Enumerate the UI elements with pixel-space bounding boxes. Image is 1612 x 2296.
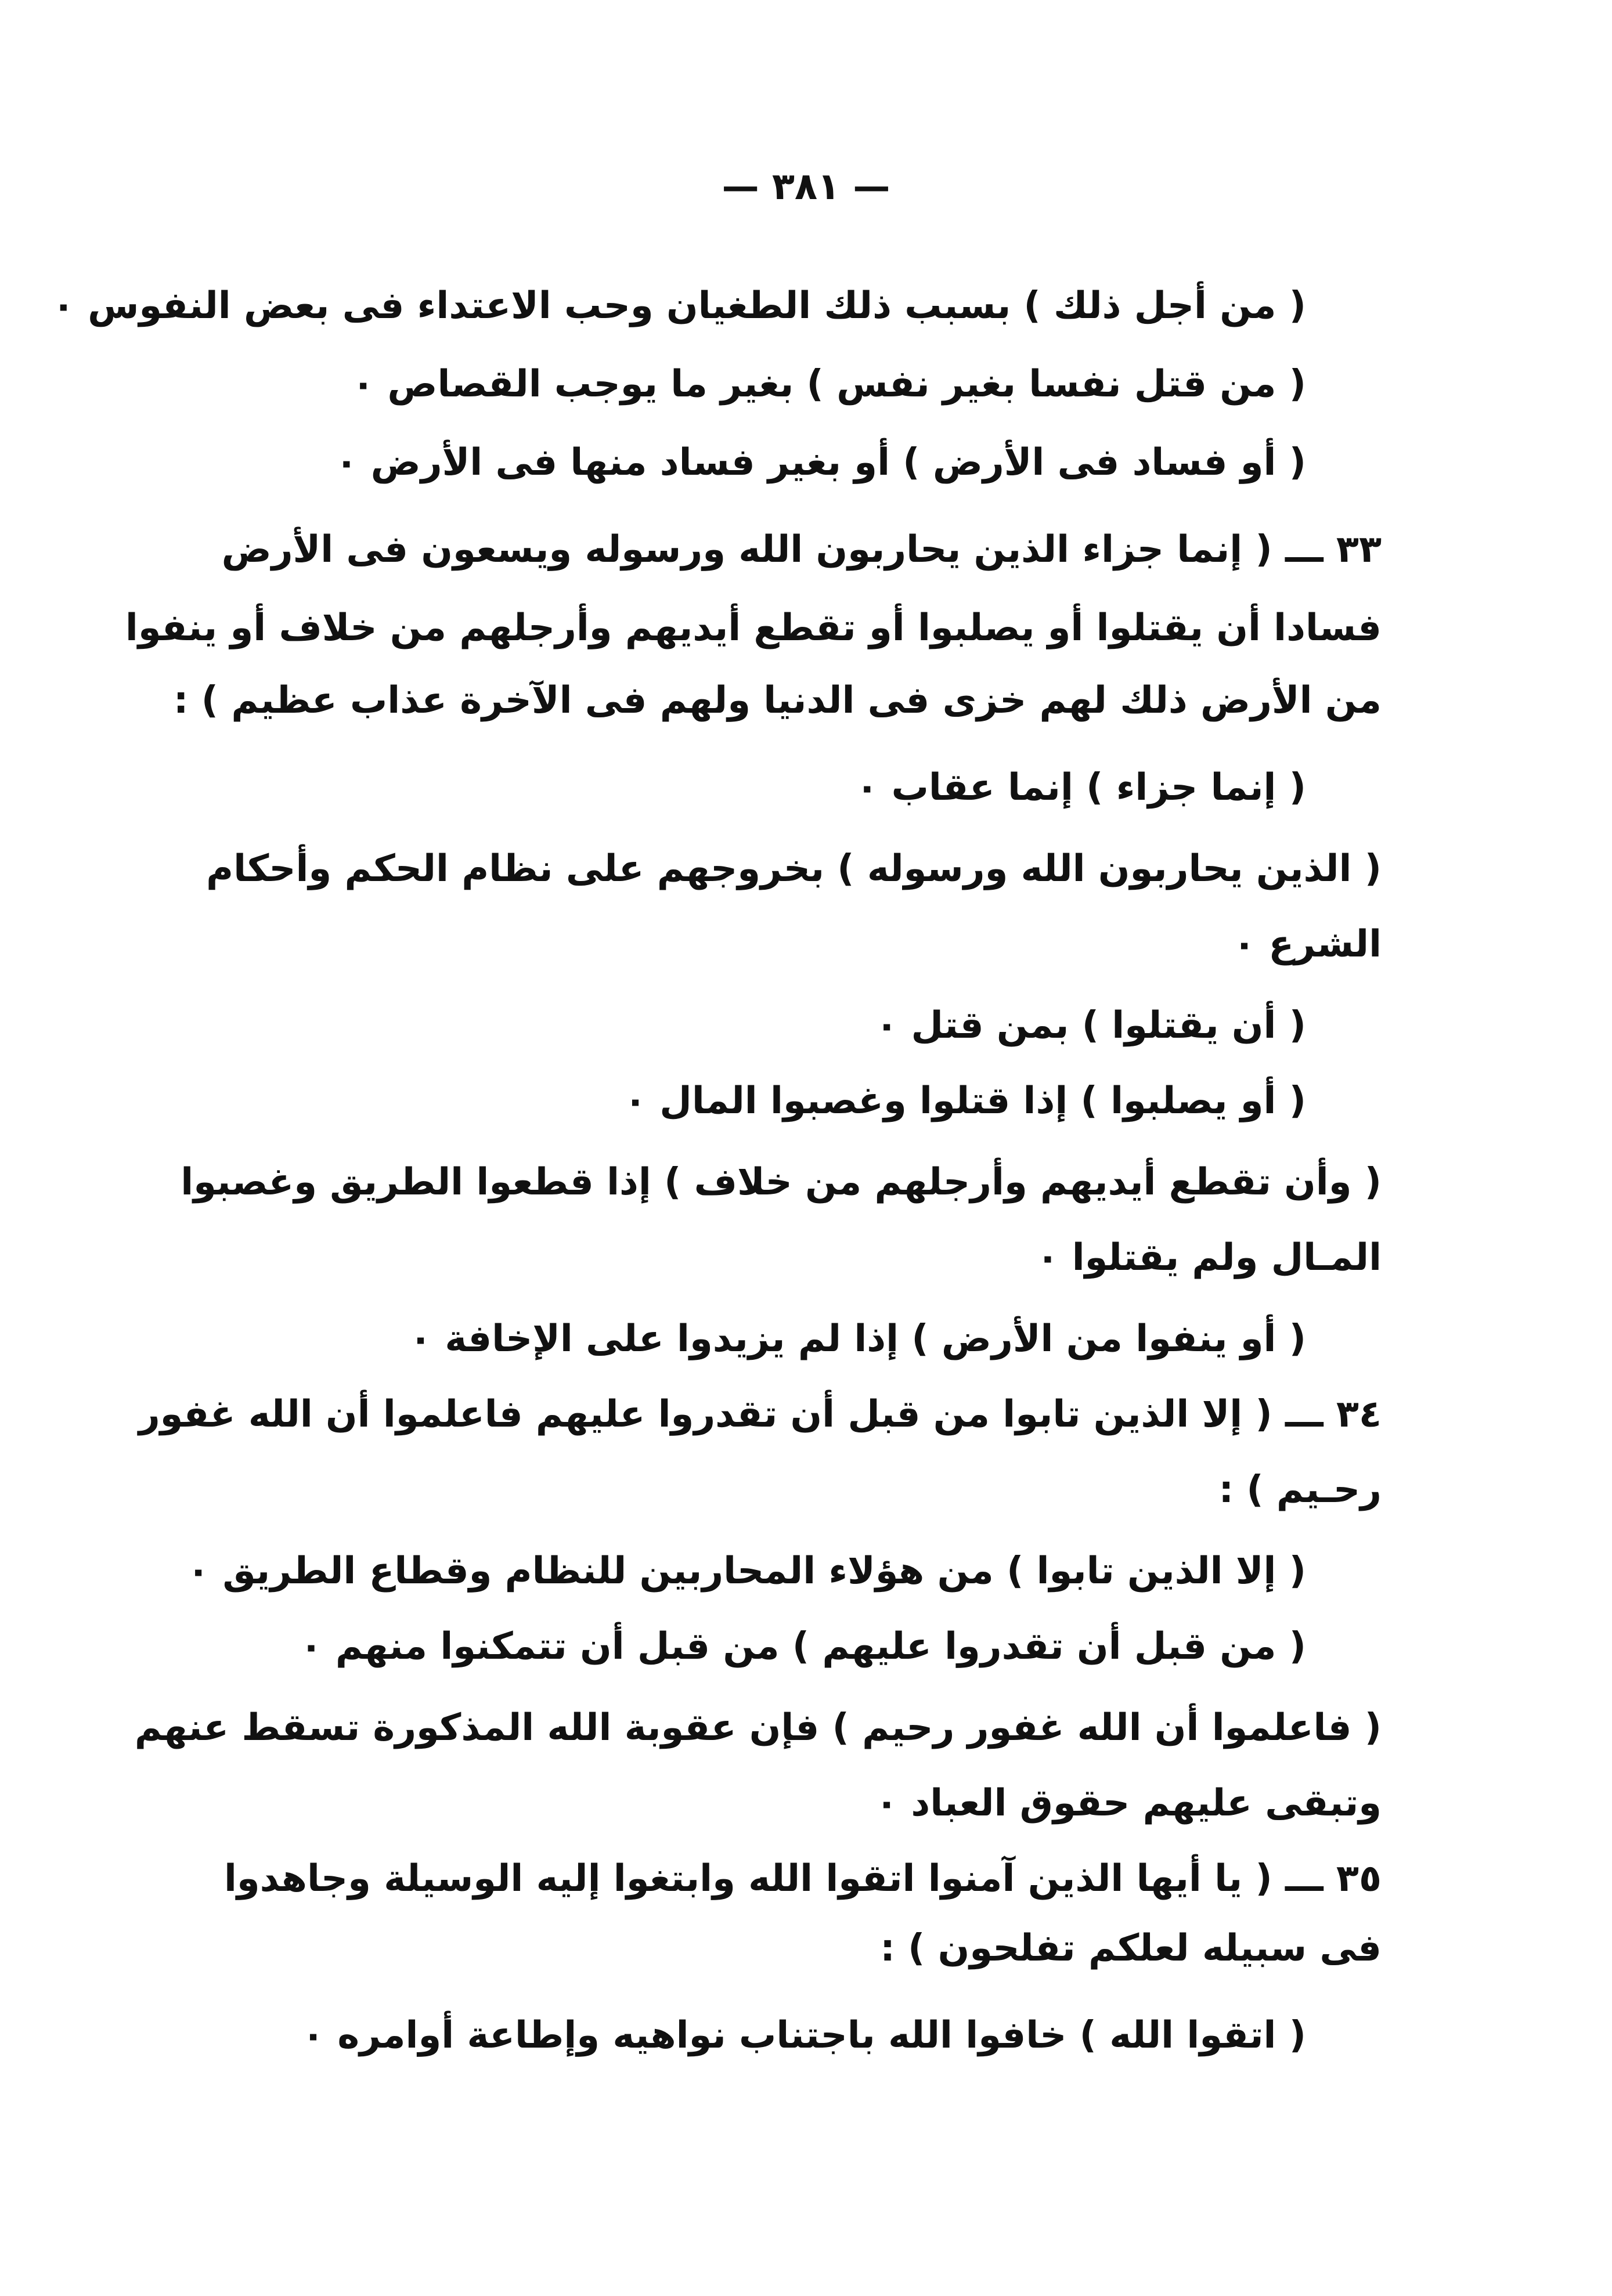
text-line: ٣٤ ـــ ( إلا الذين تابوا من قبل أن تقدروا عليهم فاعلموا أن الله غفور [138, 1393, 1382, 1436]
text-line: رحـيم ) : [1218, 1468, 1382, 1511]
body-text [52, 0, 1382, 2296]
text-line: ( وأن تقطع أيديهم وأرجلهم من خلاف ) إذا قطعوا الطريق وغصبوا [181, 1161, 1382, 1204]
text-line: ( أو فساد فى الأرض ) أو بغير فساد منها فى الأرض ٠ [335, 441, 1306, 484]
text-line: فسادا أن يقتلوا أو يصلبوا أو تقطع أيديهم وأرجلهم من خلاف أو ينفوا [125, 607, 1382, 649]
text-line: من الأرض ذلك لهم خزى فى الدنيا ولهم فى الآخرة عذاب عظيم ) : [173, 679, 1382, 722]
text-line: ( الذين يحاربون الله ورسوله ) بخروجهم على نظام الحكم وأحكام [206, 847, 1382, 890]
text-line: ( أو ينفوا من الأرض ) إذا لم يزيدوا على الإخافة ٠ [409, 1317, 1306, 1360]
text-line: ( اتقوا الله ) خافوا الله باجتناب نواهيه وإطاعة أوامره ٠ [301, 2014, 1306, 2057]
text-line: ( فاعلموا أن الله غفور رحيم ) فإن عقوبة الله المذكورة تسقط عنهم [134, 1706, 1382, 1749]
text-line: ( من أجل ذلك ) بسبب ذلك الطغيان وحب الاعتداء فى بعض النفوس ٠ [52, 284, 1306, 327]
text-line: وتبقى عليهم حقوق العباد ٠ [875, 1782, 1382, 1825]
text-line: ( أن يقتلوا ) بمن قتل ٠ [875, 1004, 1306, 1047]
text-line: ( إنما جزاء ) إنما عقاب ٠ [856, 766, 1306, 809]
text-line: ( أو يصلبوا ) إذا قتلوا وغصبوا المال ٠ [623, 1080, 1306, 1122]
text-line: ٣٥ ـــ ( يا أيها الذين آمنوا اتقوا الله وابتغوا إليه الوسيلة وجاهدوا [223, 1857, 1382, 1900]
text-line: ( إلا الذين تابوا ) من هؤلاء المحاربين للنظام وقطاع الطريق ٠ [187, 1550, 1306, 1593]
text-line: ( من قبل أن تقدروا عليهم ) من قبل أن تتمكنوا منهم ٠ [300, 1625, 1306, 1668]
text-line: فى سبيله لعلكم تفلحون ) : [880, 1927, 1382, 1970]
text-line: المـال ولم يقتلوا ٠ [1036, 1236, 1382, 1279]
page-number: — ٣٨١ — [722, 165, 890, 208]
text-line: ٣٣ ـــ ( إنما جزاء الذين يحاربون الله ورسوله ويسعون فى الأرض [221, 528, 1382, 571]
text-line: الشرع ٠ [1233, 923, 1382, 966]
text-line: ( من قتل نفسا بغير نفس ) بغير ما يوجب القصاص ٠ [352, 363, 1306, 406]
